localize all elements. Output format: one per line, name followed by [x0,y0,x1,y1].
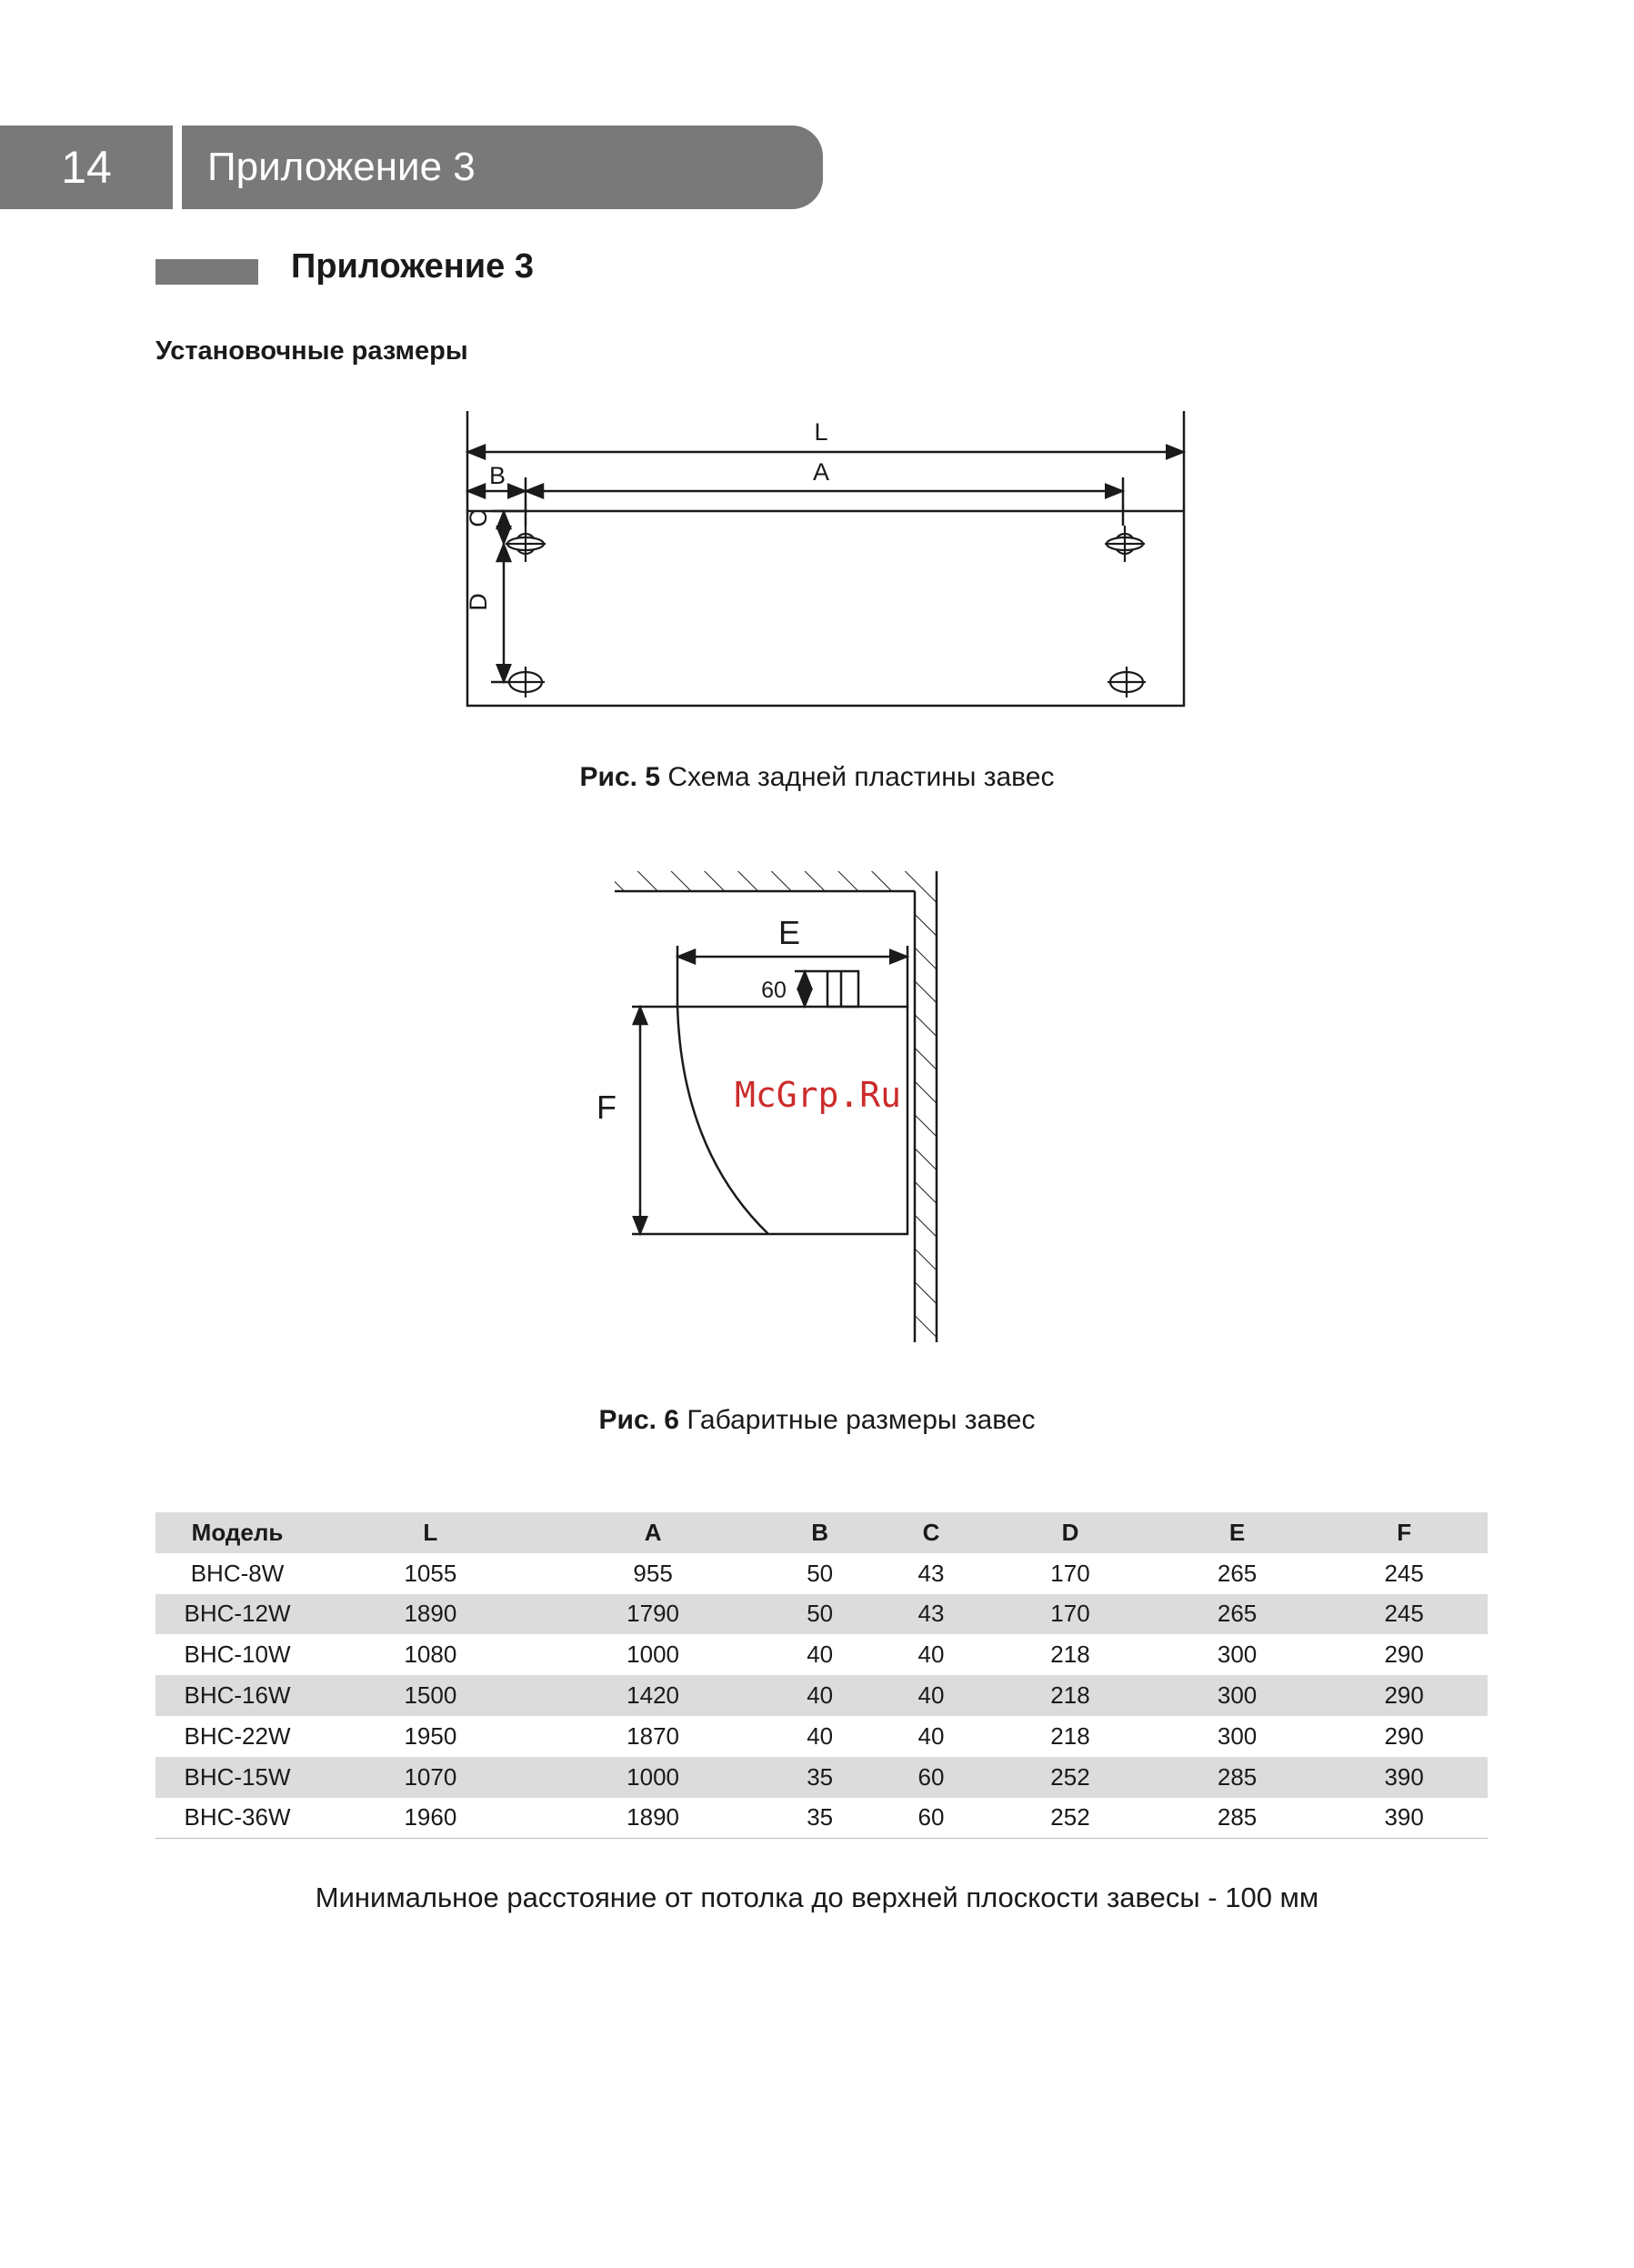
table-cell: 300 [1217,1641,1258,1669]
table-cell: 390 [1384,1762,1424,1791]
table-cell: 40 [917,1641,945,1669]
table-cell: 60 [917,1762,945,1791]
table-row [155,1757,1488,1798]
fig5-caption-text: Схема задней пластины завес [660,762,1055,792]
table-cell: 252 [987,1798,1154,1839]
table-cell: 285 [1154,1798,1321,1839]
table-cell: 390 [1320,1798,1488,1839]
table-row [155,1716,1488,1757]
table-cell: 1870 [627,1721,680,1750]
table-cell: BHC-12W [184,1600,291,1628]
page-number: 14 [61,142,112,193]
table-cell: 290 [1384,1721,1424,1750]
table-cell: 252 [1050,1762,1090,1791]
table-row [155,1634,1488,1675]
table-cell: BHC-16W [184,1681,291,1710]
wall-hatching [915,891,937,1342]
table-row [155,1675,1488,1716]
header-title: Приложение 3 [207,145,476,189]
table-cell: 1790 [627,1600,680,1628]
table-cell: 300 [1217,1721,1258,1750]
table-cell: 50 [807,1600,834,1628]
col-header: C [922,1518,940,1546]
col-header: F [1397,1518,1412,1546]
mounting-bracket [827,971,858,1007]
table-cell: 245 [1384,1559,1424,1587]
table-cell: 43 [917,1600,945,1628]
table-cell: 245 [1384,1600,1424,1628]
table-cell: BHC-8W [190,1559,285,1587]
installation-note: Минимальное расстояние от потолка до верхней плоскости завесы - 100 мм [315,1882,1319,1913]
table-cell: 40 [807,1681,834,1710]
fig6-caption-text: Габаритные размеры завес [679,1405,1036,1435]
table-cell: 218 [1050,1641,1090,1669]
table-cell: 1055 [404,1559,457,1587]
label-A: A [812,458,830,486]
ceiling-hatching [615,871,937,891]
table-cell: 1960 [319,1798,542,1839]
label-E: E [777,914,801,951]
table-cell: 40 [807,1641,834,1669]
label-F: F [596,1089,617,1126]
watermark: McGrp.Ru [735,1075,902,1115]
table-cell: 1950 [404,1721,457,1750]
table-cell: BHC-15W [184,1762,291,1791]
label-C: C [465,509,492,527]
table-cell: 1000 [627,1762,680,1791]
table-cell: 170 [1050,1559,1090,1587]
table-cell: 218 [1050,1721,1090,1750]
fig6-caption [0,1405,1634,1436]
col-header: E [1228,1518,1246,1546]
table-cell: 170 [1050,1600,1090,1628]
table-cell: 43 [917,1559,945,1587]
col-header: D [1061,1518,1079,1546]
label-B: B [488,462,506,489]
table-cell: 290 [1384,1681,1424,1710]
table-cell: BHC-36W [155,1798,319,1839]
subsection-title: Установочные размеры [155,336,468,366]
table-cell: 40 [917,1681,945,1710]
table-cell: 1080 [404,1641,457,1669]
table-cell: 265 [1217,1600,1258,1628]
label-D: D [465,593,492,611]
label-L: L [814,418,828,446]
table-cell: BHC-22W [184,1721,291,1750]
table-cell: 50 [807,1559,834,1587]
table-row [155,1798,1488,1839]
table-cell: 1890 [542,1798,765,1839]
fig5-caption-label: Рис. 5 [579,762,661,792]
col-header: Модель [191,1518,284,1546]
table-cell: 1000 [627,1641,680,1669]
table-cell: 40 [807,1721,834,1750]
table-cell: 300 [1217,1681,1258,1710]
table-cell: 285 [1217,1762,1258,1791]
table-cell: 1420 [627,1681,680,1710]
table-cell: 35 [807,1762,834,1791]
table-cell: 955 [633,1559,673,1587]
table-header-row [155,1512,1488,1553]
table-cell: 1890 [404,1600,457,1628]
dimensions-table [155,1512,1488,1839]
col-header: L [423,1518,438,1546]
col-header: B [811,1518,829,1546]
table-cell: BHC-10W [184,1641,291,1669]
table-cell: 265 [1217,1559,1258,1587]
table-cell: 40 [917,1721,945,1750]
table-row [155,1594,1488,1635]
table-cell: 290 [1384,1641,1424,1669]
section-title: Приложение 3 [291,247,534,286]
label-60: 60 [761,978,787,1003]
fig6-caption-label: Рис. 6 [598,1405,679,1435]
table-row [155,1553,1488,1594]
table-cell: 35 [764,1798,875,1839]
col-header: A [644,1518,662,1546]
table-cell: 218 [1050,1681,1090,1710]
table-cell: 1070 [404,1762,457,1791]
table-cell: 60 [876,1798,987,1839]
curtain-body-outline [677,1007,907,1234]
table-cell: 1500 [404,1681,457,1710]
